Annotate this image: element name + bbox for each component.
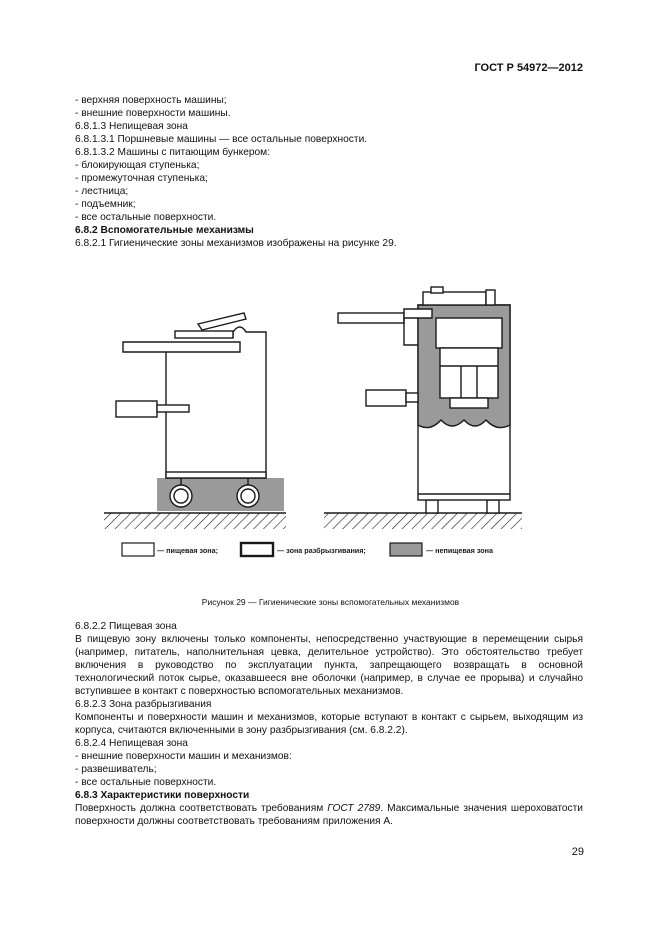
legend-splash-swatch	[241, 543, 273, 556]
bottom-text-block	[75, 620, 583, 828]
list-item: - промежуточная ступенька;	[75, 173, 208, 184]
legend-nonfood-label: — непищевая зона	[426, 546, 493, 555]
right-machine-drawing	[324, 287, 522, 529]
paragraph-text: Поверхность должна соответствовать требованиям	[75, 803, 328, 814]
hygiene-zones-figure	[0, 280, 661, 580]
list-item: - лестница;	[75, 186, 129, 197]
figure-caption: Рисунок 29 — Гигиенические зоны вспомогательных механизмов	[201, 597, 460, 607]
section-heading: 6.8.2 Вспомогательные механизмы	[75, 225, 254, 236]
subsection-heading: 6.8.1.3.2 Машины с питающим бункером:	[75, 147, 271, 158]
page-number: 29	[571, 846, 584, 858]
legend-nonfood-swatch	[390, 543, 422, 556]
subsection-heading: 6.8.1.3 Непищевая зона	[75, 121, 188, 132]
paragraph: Компоненты и поверхности машин и механизмов, которые вступают в контакт с сырьем, выходящим из корпуса, считаются включенными в зону разбрызгивания (см. 6.8.2.2).	[75, 712, 583, 736]
list-item: - все остальные поверхности.	[75, 777, 217, 788]
standard-header: ГОСТ Р 54972—2012	[474, 62, 583, 74]
top-text-block	[75, 94, 583, 250]
legend-food-label: — пищевая зона;	[157, 546, 219, 555]
list-item: - подъемник;	[75, 199, 136, 210]
paragraph: В пищевую зону включены только компоненты, непосредственно участвующие в перемещении сырья (например, питатель, наполнительная цевка, делительное устройство). Это обстоятельство требует включения в руководство по эксплуатации пункта, запрещающего возвращать в основной технологический поток сырье, оказавшееся вне оболочки (например, в случае ее прорыва) и случайно вступившее в контакт с поверхностью вспомогательных механизмов.	[75, 634, 583, 697]
subsection-heading: 6.8.2.3 Зона разбрызгивания	[75, 699, 212, 710]
figure-legend	[122, 543, 494, 556]
legend-food-swatch	[122, 543, 154, 556]
list-item: - внешние поверхности машины.	[75, 108, 231, 119]
list-item: - внешние поверхности машин и механизмов:	[75, 751, 292, 762]
subsection-heading: 6.8.2.2 Пищевая зона	[75, 621, 177, 632]
section-heading: 6.8.3 Характеристики поверхности	[75, 790, 250, 801]
paragraph	[75, 802, 583, 828]
list-item: - блокирующая ступенька;	[75, 160, 200, 171]
section-text: 6.8.2.1 Гигиенические зоны механизмов изображены на рисунке 29.	[75, 238, 397, 249]
paragraph-text: . Максимальные значения шероховатости поверхности должны соответствовать требованиям приложения А.	[75, 803, 584, 827]
list-item: - верхняя поверхность машины;	[75, 95, 227, 106]
ground-hatch	[104, 513, 286, 529]
list-item: - развешиватель;	[75, 764, 157, 775]
standard-reference: ГОСТ 2789	[327, 803, 381, 814]
list-item: - все остальные поверхности.	[75, 212, 217, 223]
subsection-heading: 6.8.1.3.1 Поршневые машины — все остальные поверхности.	[75, 134, 368, 145]
legend-splash-label: — зона разбрызгивания;	[277, 546, 366, 555]
subsection-heading: 6.8.2.4 Непищевая зона	[75, 738, 188, 749]
left-machine-drawing	[104, 313, 286, 529]
